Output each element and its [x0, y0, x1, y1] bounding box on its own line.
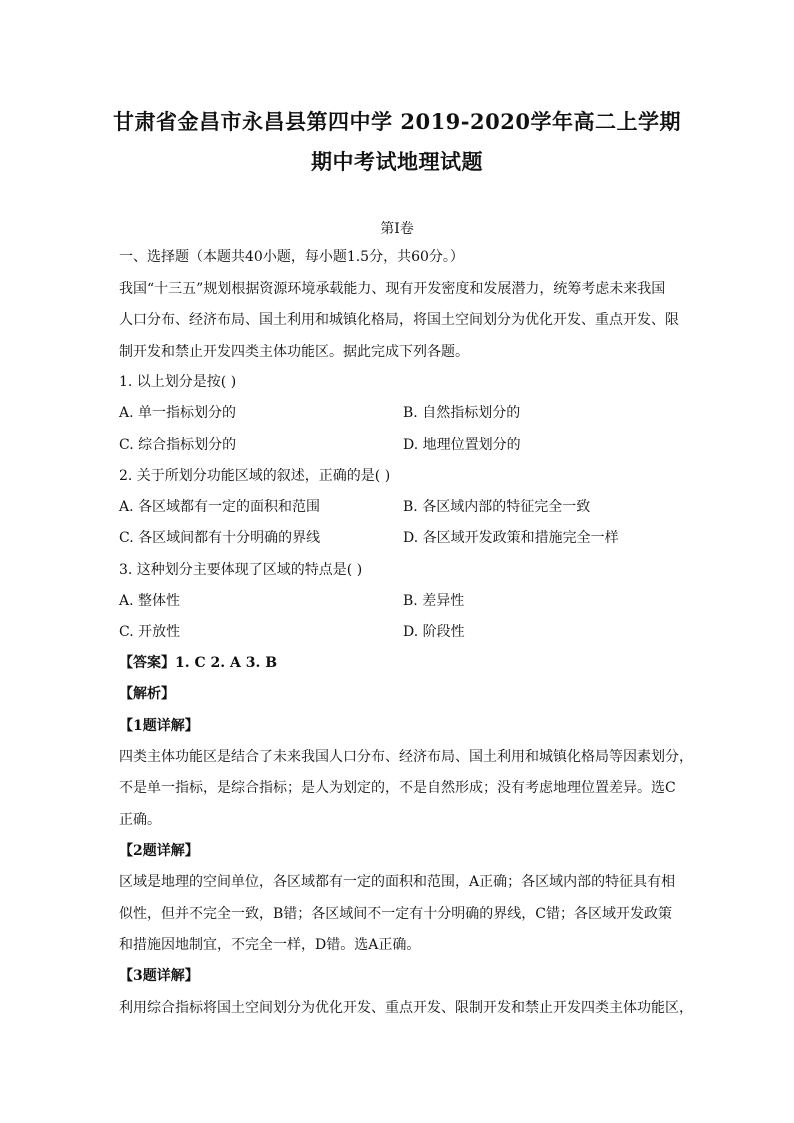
question-2: 2. 关于所划分功能区域的叙述，正确的是( ) — [119, 468, 391, 484]
stem-line-1: 我国“十三五”规划根据资源环境承载能力、现有开发密度和发展潜力，统筹考虑未来我国 — [119, 281, 666, 297]
q2-option-b: B. 各区域内部的特征完全一致 — [403, 499, 591, 515]
detail-3-line-1: 利用综合指标将国土空间划分为优化开发、重点开发、限制开发和禁止开发四类主体功能区， — [119, 1000, 693, 1016]
question-3: 3. 这种划分主要体现了区域的特点是( ) — [119, 562, 363, 578]
detail-1-line-3: 正确。 — [119, 812, 161, 828]
analysis-heading: 【解析】 — [119, 686, 175, 702]
q1-option-d: D. 地理位置划分的 — [403, 437, 521, 453]
q3-option-d: D. 阶段性 — [403, 624, 465, 640]
q3-option-b: B. 差异性 — [403, 593, 465, 609]
stem-line-3: 制开发和禁止开发四类主体功能区。据此完成下列各题。 — [119, 344, 469, 360]
answer-line: 【答案】1. C 2. A 3. B — [119, 655, 278, 671]
title-line-2: 期中考试地理试题 — [311, 149, 483, 174]
q2-option-c: C. 各区域间都有十分明确的界线 — [119, 530, 321, 546]
detail-1-heading: 【1题详解】 — [119, 718, 199, 734]
detail-1-line-2: 不是单一指标，是综合指标；是人为划定的，不是自然形成；没有考虑地理位置差异。选C — [119, 780, 676, 796]
stem-line-2: 人口分布、经济布局、国土利用和城镇化格局，将国土空间划分为优化开发、重点开发、限 — [119, 312, 679, 328]
question-1: 1. 以上划分是按( ) — [119, 374, 237, 390]
q2-option-d: D. 各区域开发政策和措施完全一样 — [403, 530, 619, 546]
detail-2-line-2: 似性，但并不完全一致，B错；各区域间不一定有十分明确的界线，C错；各区域开发政策 — [119, 906, 672, 922]
q1-option-b: B. 自然指标划分的 — [403, 405, 521, 421]
detail-2-heading: 【2题详解】 — [119, 843, 199, 859]
detail-3-heading: 【3题详解】 — [119, 968, 199, 984]
q1-option-c: C. 综合指标划分的 — [119, 437, 237, 453]
q1-option-a: A. 单一指标划分的 — [119, 405, 237, 421]
q3-option-a: A. 整体性 — [119, 593, 181, 609]
title-line-1: 甘肃省金昌市永昌县第四中学 2019-2020学年高二上学期 — [113, 109, 681, 134]
detail-2-line-1: 区域是地理的空间单位，各区域都有一定的面积和范围，A正确；各区域内部的特征具有相 — [119, 874, 676, 890]
detail-2-line-3: 和措施因地制宜，不完全一样，D错。选A正确。 — [119, 937, 421, 953]
detail-1-line-1: 四类主体功能区是结合了未来我国人口分布、经济布局、国土利用和城镇化格局等因素划分， — [119, 749, 693, 765]
part-heading: 第I卷 — [380, 221, 414, 237]
q2-option-a: A. 各区域都有一定的面积和范围 — [119, 499, 321, 515]
section-heading: 一、选择题（本题共40小题，每小题1.5分，共60分。） — [119, 249, 464, 265]
q3-option-c: C. 开放性 — [119, 624, 181, 640]
